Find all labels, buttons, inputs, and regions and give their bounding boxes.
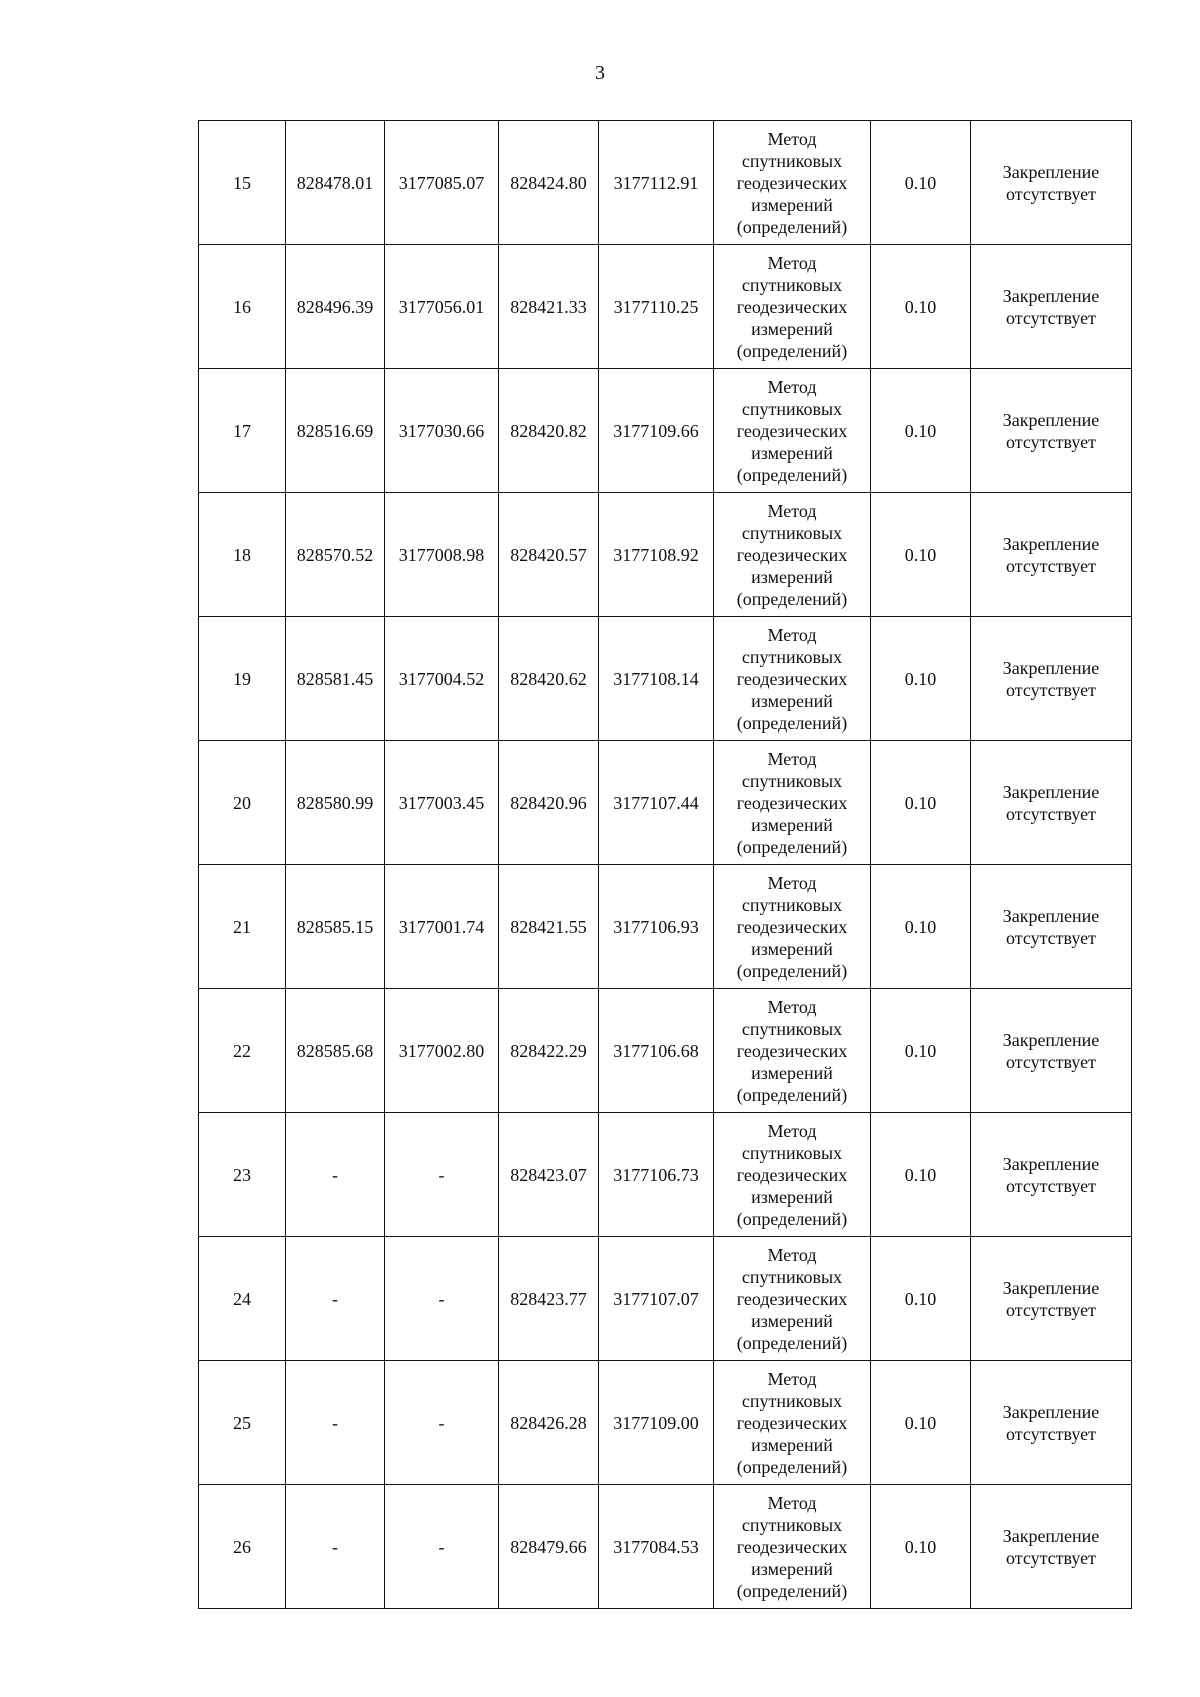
y-coordinate-refined-cell: 3177110.25 (599, 245, 714, 369)
accuracy-cell: 0.10 (871, 1237, 971, 1361)
method-cell: Метод спутниковых геодезических измерений (определений) (714, 121, 871, 245)
x-coordinate-existing-cell: 828496.39 (286, 245, 385, 369)
x-coordinate-existing-cell: 828570.52 (286, 493, 385, 617)
method-cell: Метод спутниковых геодезических измерений (определений) (714, 865, 871, 989)
method-cell: Метод спутниковых геодезических измерений (определений) (714, 1485, 871, 1609)
table-row (199, 1361, 1132, 1485)
y-coordinate-refined-cell: 3177106.93 (599, 865, 714, 989)
accuracy-cell: 0.10 (871, 1485, 971, 1609)
fixation-cell: Закрепление отсутствует (971, 865, 1132, 989)
y-coordinate-existing-cell: 3177085.07 (385, 121, 499, 245)
method-cell: Метод спутниковых геодезических измерений (определений) (714, 1237, 871, 1361)
y-coordinate-refined-cell: 3177106.73 (599, 1113, 714, 1237)
fixation-cell: Закрепление отсутствует (971, 1361, 1132, 1485)
y-coordinate-existing-cell: - (385, 1113, 499, 1237)
x-coordinate-existing-cell: - (286, 1361, 385, 1485)
y-coordinate-refined-cell: 3177106.68 (599, 989, 714, 1113)
y-coordinate-existing-cell: 3177008.98 (385, 493, 499, 617)
accuracy-cell: 0.10 (871, 245, 971, 369)
x-coordinate-refined-cell: 828420.62 (499, 617, 599, 741)
point-number-cell: 21 (199, 865, 286, 989)
x-coordinate-existing-cell: 828580.99 (286, 741, 385, 865)
y-coordinate-existing-cell: - (385, 1485, 499, 1609)
y-coordinate-refined-cell: 3177109.00 (599, 1361, 714, 1485)
table-row (199, 369, 1132, 493)
x-coordinate-refined-cell: 828423.07 (499, 1113, 599, 1237)
y-coordinate-refined-cell: 3177109.66 (599, 369, 714, 493)
table-row (199, 617, 1132, 741)
point-number-cell: 24 (199, 1237, 286, 1361)
method-cell: Метод спутниковых геодезических измерений (определений) (714, 245, 871, 369)
page-number: 3 (595, 62, 605, 84)
y-coordinate-refined-cell: 3177112.91 (599, 121, 714, 245)
method-cell: Метод спутниковых геодезических измерений (определений) (714, 1113, 871, 1237)
fixation-cell: Закрепление отсутствует (971, 1237, 1132, 1361)
y-coordinate-refined-cell: 3177107.07 (599, 1237, 714, 1361)
y-coordinate-existing-cell: 3177004.52 (385, 617, 499, 741)
x-coordinate-existing-cell: - (286, 1113, 385, 1237)
accuracy-cell: 0.10 (871, 493, 971, 617)
y-coordinate-existing-cell: 3177002.80 (385, 989, 499, 1113)
table-row (199, 1485, 1132, 1609)
x-coordinate-existing-cell: - (286, 1237, 385, 1361)
point-number-cell: 25 (199, 1361, 286, 1485)
point-number-cell: 20 (199, 741, 286, 865)
accuracy-cell: 0.10 (871, 617, 971, 741)
fixation-cell: Закрепление отсутствует (971, 741, 1132, 865)
y-coordinate-existing-cell: - (385, 1237, 499, 1361)
y-coordinate-existing-cell: 3177003.45 (385, 741, 499, 865)
fixation-cell: Закрепление отсутствует (971, 989, 1132, 1113)
x-coordinate-refined-cell: 828420.82 (499, 369, 599, 493)
table-row (199, 741, 1132, 865)
x-coordinate-existing-cell: 828585.15 (286, 865, 385, 989)
accuracy-cell: 0.10 (871, 121, 971, 245)
point-number-cell: 17 (199, 369, 286, 493)
accuracy-cell: 0.10 (871, 369, 971, 493)
x-coordinate-refined-cell: 828426.28 (499, 1361, 599, 1485)
y-coordinate-refined-cell: 3177084.53 (599, 1485, 714, 1609)
table-row (199, 1113, 1132, 1237)
table-row (199, 989, 1132, 1113)
point-number-cell: 18 (199, 493, 286, 617)
x-coordinate-existing-cell: 828478.01 (286, 121, 385, 245)
method-cell: Метод спутниковых геодезических измерений (определений) (714, 617, 871, 741)
method-cell: Метод спутниковых геодезических измерений (определений) (714, 1361, 871, 1485)
table-row (199, 245, 1132, 369)
point-number-cell: 23 (199, 1113, 286, 1237)
method-cell: Метод спутниковых геодезических измерений (определений) (714, 493, 871, 617)
x-coordinate-refined-cell: 828420.96 (499, 741, 599, 865)
fixation-cell: Закрепление отсутствует (971, 121, 1132, 245)
y-coordinate-refined-cell: 3177108.92 (599, 493, 714, 617)
accuracy-cell: 0.10 (871, 1113, 971, 1237)
x-coordinate-existing-cell: - (286, 1485, 385, 1609)
table-row (199, 493, 1132, 617)
accuracy-cell: 0.10 (871, 1361, 971, 1485)
x-coordinate-refined-cell: 828421.55 (499, 865, 599, 989)
fixation-cell: Закрепление отсутствует (971, 493, 1132, 617)
x-coordinate-existing-cell: 828581.45 (286, 617, 385, 741)
accuracy-cell: 0.10 (871, 865, 971, 989)
y-coordinate-refined-cell: 3177108.14 (599, 617, 714, 741)
table-body (199, 121, 1132, 1609)
point-number-cell: 19 (199, 617, 286, 741)
point-number-cell: 15 (199, 121, 286, 245)
x-coordinate-refined-cell: 828421.33 (499, 245, 599, 369)
y-coordinate-existing-cell: 3177030.66 (385, 369, 499, 493)
table-row (199, 121, 1132, 245)
point-number-cell: 16 (199, 245, 286, 369)
fixation-cell: Закрепление отсутствует (971, 369, 1132, 493)
fixation-cell: Закрепление отсутствует (971, 245, 1132, 369)
coordinates-table (198, 120, 1132, 1609)
method-cell: Метод спутниковых геодезических измерений (определений) (714, 369, 871, 493)
x-coordinate-refined-cell: 828422.29 (499, 989, 599, 1113)
point-number-cell: 26 (199, 1485, 286, 1609)
fixation-cell: Закрепление отсутствует (971, 1113, 1132, 1237)
y-coordinate-existing-cell: 3177001.74 (385, 865, 499, 989)
fixation-cell: Закрепление отсутствует (971, 617, 1132, 741)
x-coordinate-existing-cell: 828516.69 (286, 369, 385, 493)
accuracy-cell: 0.10 (871, 741, 971, 865)
table-row (199, 865, 1132, 989)
fixation-cell: Закрепление отсутствует (971, 1485, 1132, 1609)
x-coordinate-refined-cell: 828424.80 (499, 121, 599, 245)
x-coordinate-refined-cell: 828420.57 (499, 493, 599, 617)
x-coordinate-refined-cell: 828479.66 (499, 1485, 599, 1609)
point-number-cell: 22 (199, 989, 286, 1113)
method-cell: Метод спутниковых геодезических измерений (определений) (714, 989, 871, 1113)
y-coordinate-refined-cell: 3177107.44 (599, 741, 714, 865)
y-coordinate-existing-cell: 3177056.01 (385, 245, 499, 369)
accuracy-cell: 0.10 (871, 989, 971, 1113)
x-coordinate-existing-cell: 828585.68 (286, 989, 385, 1113)
y-coordinate-existing-cell: - (385, 1361, 499, 1485)
x-coordinate-refined-cell: 828423.77 (499, 1237, 599, 1361)
method-cell: Метод спутниковых геодезических измерений (определений) (714, 741, 871, 865)
table-row (199, 1237, 1132, 1361)
